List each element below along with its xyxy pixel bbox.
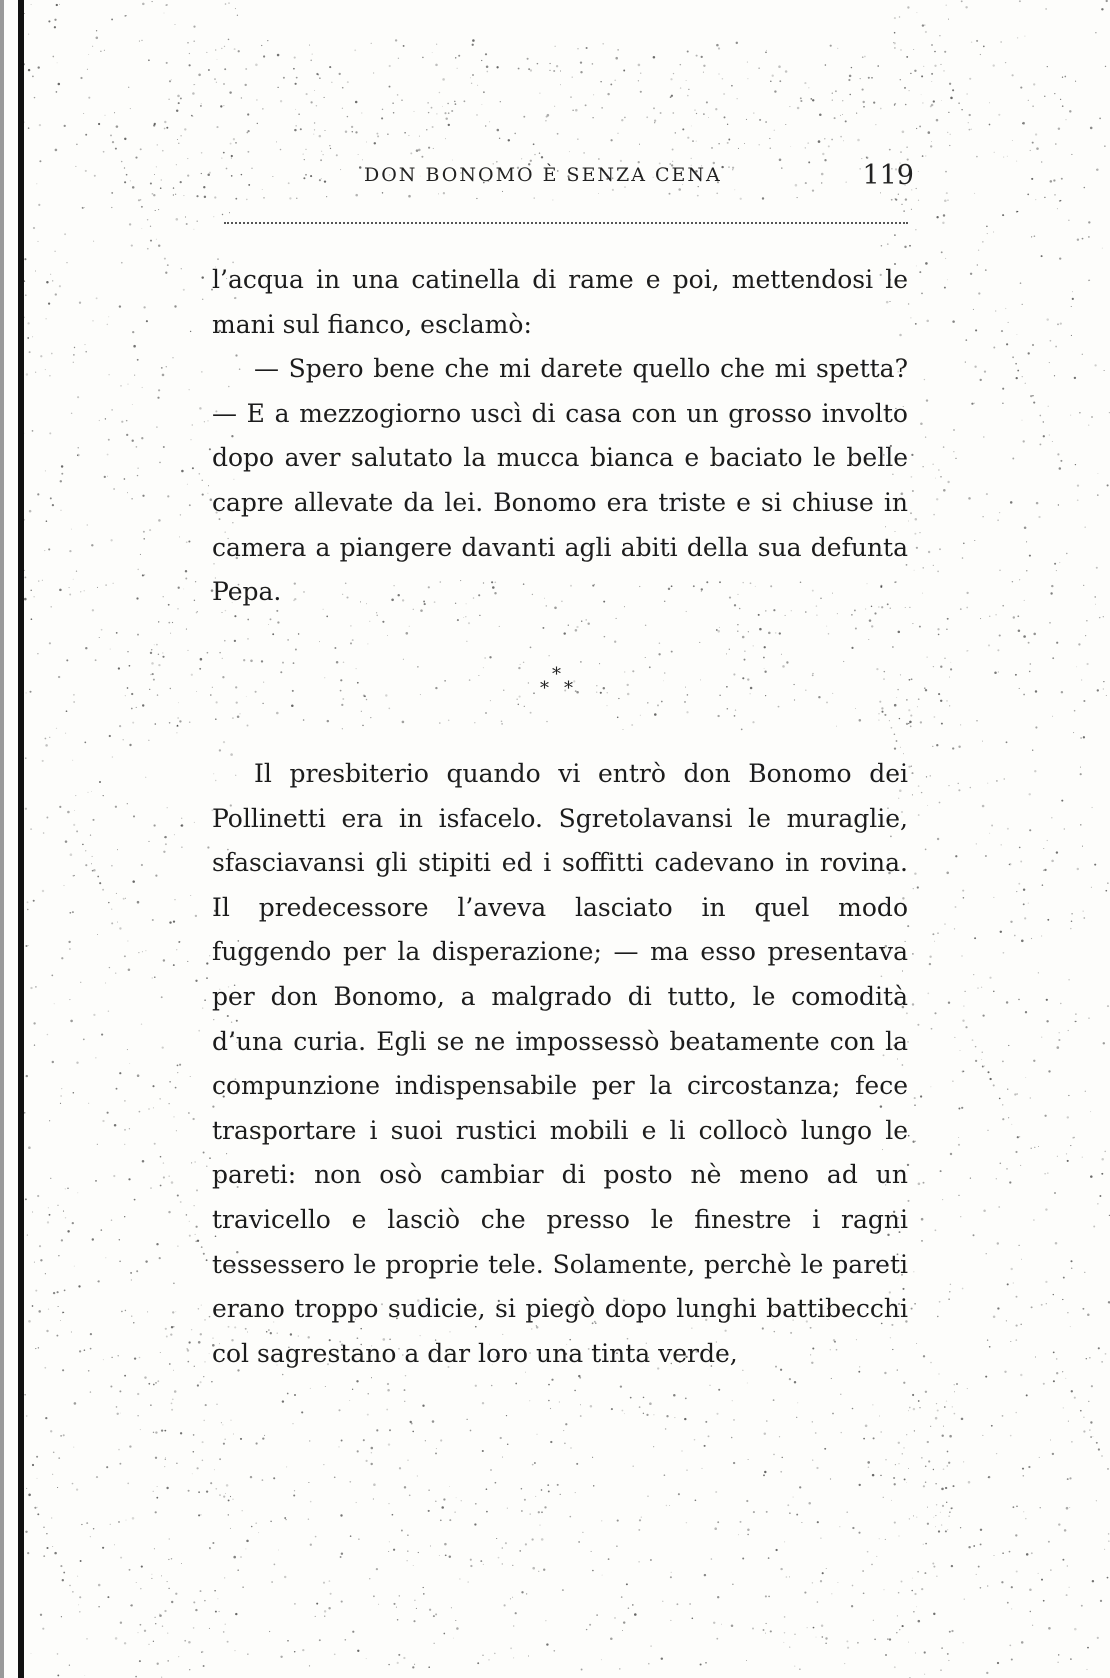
paragraph: l’acqua in una catinella di rame e poi, mettendosi le mani sul fianco, esclamò:: [212, 265, 908, 339]
text-block-bottom: [212, 752, 908, 1376]
asterism-star: *: [564, 678, 573, 699]
text-block-top: [212, 258, 908, 615]
page-edge-shadow: [0, 0, 4, 1678]
paragraph: Il presbiterio quando vi entrò don Bonomo dei Pollinetti era in isfacelo. Sgretolavansi le muraglie, sfasciavansi gli stipiti ed i soffitti cadevano in rovina. Il predecessore l’aveva lasciato in quel modo fuggendo per la disperazione; — ma esso presentava per don Bonomo, a malgrado di tutto, le comodità d’una curia. Egli se ne impossessò beatamente con la compunzione indispensabile per la circostanza; fece trasportare i suoi rustici mobili e li collocò lungo le pareti: non osò cambiar di posto nè meno ad un travicello e lasciò che presso le finestre i ragni tessessero le proprie tele. Solamente, perchè le pareti erano troppo sudicie, si piegò dopo lunghi battibecchi col sagrestano a dar loro una tinta verde,: [212, 759, 908, 1368]
asterism-star: *: [552, 664, 561, 685]
section-break-asterism: [530, 664, 590, 704]
paragraph: — Spero bene che mi darete quello che mi spetta? — E a mezzogiorno uscì di casa con un grosso involto dopo aver salutato la mucca bianca e baciato le belle capre allevate da lei. Bonomo era triste e si chiuse in camera a piangere davanti agli abiti della sua defunta Pepa.: [212, 354, 908, 607]
page-header: [214, 160, 914, 190]
binding-edge: [18, 0, 24, 1678]
header-rule: [224, 222, 908, 224]
asterism-star: *: [540, 678, 549, 699]
page-number: 119: [862, 160, 914, 191]
running-title: DON BONOMO È SENZA CENA: [364, 164, 722, 186]
